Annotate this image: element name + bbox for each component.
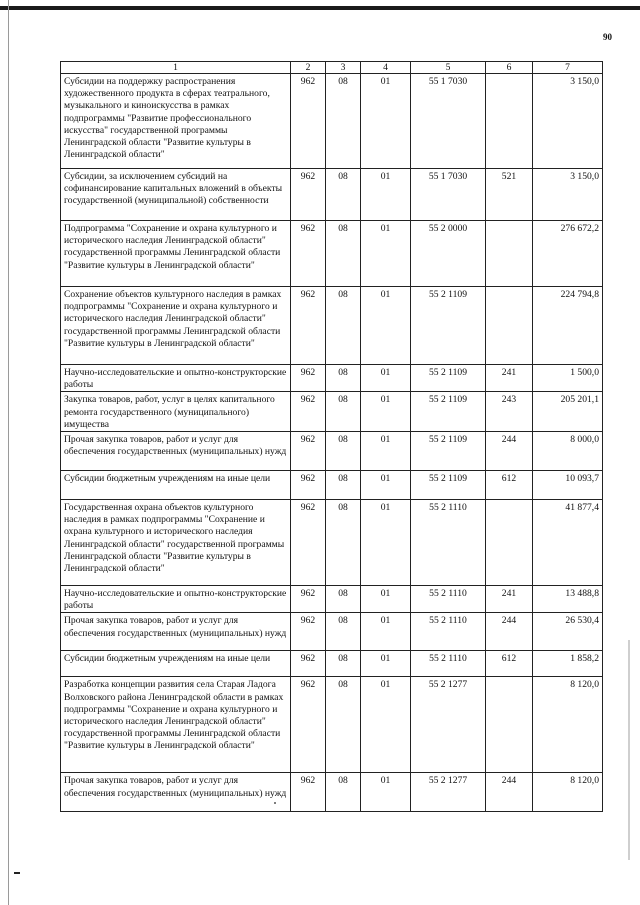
row-amount: 1 858,2 [533, 651, 603, 677]
row-section: 08 [326, 392, 361, 432]
row-kind: 243 [486, 392, 533, 432]
row-amount: 205 201,1 [533, 392, 603, 432]
row-target: 55 2 1109 [411, 365, 486, 392]
row-subsection: 01 [361, 586, 411, 613]
row-kind: 521 [486, 169, 533, 221]
row-section: 08 [326, 221, 361, 287]
row-target: 55 2 1109 [411, 287, 486, 365]
header-cell: 1 [61, 62, 291, 74]
row-amount: 276 672,2 [533, 221, 603, 287]
scan-mark [14, 872, 20, 874]
header-cell: 6 [486, 62, 533, 74]
row-amount: 26 530,4 [533, 613, 603, 651]
row-name: Разработка концепции развития села Старая Ладога Волховского района Ленинградской области в рамках подпрограммы "Сохранение и охрана культурного и исторического наследия Ленинградской области" государственной программы Ленинградской области "Развитие культуры в Ленинградской области" [61, 677, 291, 773]
header-cell: 7 [533, 62, 603, 74]
table-row [61, 677, 603, 773]
row-kind: 241 [486, 365, 533, 392]
row-section: 08 [326, 586, 361, 613]
table-row [61, 651, 603, 677]
row-name: Субсидии бюджетным учреждениям на иные цели [61, 471, 291, 500]
row-kind [486, 677, 533, 773]
row-target: 55 2 1277 [411, 773, 486, 812]
row-name: Прочая закупка товаров, работ и услуг для обеспечения государственных (муниципальных) нужд [61, 773, 291, 812]
row-amount: 8 120,0 [533, 677, 603, 773]
page-left-edge [8, 0, 9, 905]
row-ministry: 962 [291, 471, 326, 500]
row-section: 08 [326, 471, 361, 500]
table-row [61, 613, 603, 651]
row-amount: 8 000,0 [533, 432, 603, 471]
row-section: 08 [326, 500, 361, 586]
row-target: 55 2 0000 [411, 221, 486, 287]
row-target: 55 2 1110 [411, 586, 486, 613]
row-name: Субсидии бюджетным учреждениям на иные цели [61, 651, 291, 677]
row-amount: 3 150,0 [533, 74, 603, 169]
row-amount: 1 500,0 [533, 365, 603, 392]
row-ministry: 962 [291, 221, 326, 287]
row-subsection: 01 [361, 500, 411, 586]
row-section: 08 [326, 773, 361, 812]
row-subsection: 01 [361, 221, 411, 287]
row-amount: 10 093,7 [533, 471, 603, 500]
row-ministry: 962 [291, 677, 326, 773]
header-cell: 4 [361, 62, 411, 74]
row-target: 55 2 1110 [411, 613, 486, 651]
row-section: 08 [326, 613, 361, 651]
page-number: 90 [603, 32, 612, 42]
header-cell: 5 [411, 62, 486, 74]
row-kind [486, 74, 533, 169]
row-ministry: 962 [291, 773, 326, 812]
row-subsection: 01 [361, 74, 411, 169]
row-amount: 8 120,0 [533, 773, 603, 812]
row-section: 08 [326, 432, 361, 471]
row-target: 55 2 1109 [411, 432, 486, 471]
row-section: 08 [326, 169, 361, 221]
row-ministry: 962 [291, 586, 326, 613]
row-ministry: 962 [291, 392, 326, 432]
row-section: 08 [326, 74, 361, 169]
row-subsection: 01 [361, 773, 411, 812]
table-row [61, 221, 603, 287]
row-ministry: 962 [291, 613, 326, 651]
row-name: Научно-исследовательские и опытно-конструкторские работы [61, 586, 291, 613]
budget-table [60, 61, 603, 812]
row-subsection: 01 [361, 677, 411, 773]
row-ministry: 962 [291, 74, 326, 169]
table-row [61, 432, 603, 471]
row-target: 55 2 1277 [411, 677, 486, 773]
table-row [61, 392, 603, 432]
scan-shadow [628, 640, 630, 860]
row-section: 08 [326, 651, 361, 677]
row-section: 08 [326, 365, 361, 392]
row-name: Подпрограмма "Сохранение и охрана культурного и исторического наследия Ленинградской области" государственной программы Ленинградской области "Развитие культуры в Ленинградской области" [61, 221, 291, 287]
table-row [61, 74, 603, 169]
row-target: 55 2 1110 [411, 651, 486, 677]
row-subsection: 01 [361, 651, 411, 677]
row-kind: 612 [486, 471, 533, 500]
row-ministry: 962 [291, 500, 326, 586]
row-kind: 241 [486, 586, 533, 613]
row-kind: 244 [486, 613, 533, 651]
row-subsection: 01 [361, 287, 411, 365]
header-cell: 2 [291, 62, 326, 74]
row-target: 55 2 1109 [411, 392, 486, 432]
row-kind [486, 500, 533, 586]
row-kind: 612 [486, 651, 533, 677]
row-subsection: 01 [361, 392, 411, 432]
row-ministry: 962 [291, 169, 326, 221]
row-section: 08 [326, 287, 361, 365]
table-row [61, 287, 603, 365]
row-target: 55 2 1109 [411, 471, 486, 500]
row-ministry: 962 [291, 287, 326, 365]
row-name: Прочая закупка товаров, работ и услуг для обеспечения государственных (муниципальных) нужд [61, 432, 291, 471]
row-amount: 13 488,8 [533, 586, 603, 613]
row-subsection: 01 [361, 169, 411, 221]
table-row [61, 500, 603, 586]
row-target: 55 1 7030 [411, 169, 486, 221]
row-target: 55 1 7030 [411, 74, 486, 169]
row-name: Закупка товаров, работ, услуг в целях капитального ремонта государственного (муниципального) имущества [61, 392, 291, 432]
row-section: 08 [326, 677, 361, 773]
table-row [61, 586, 603, 613]
row-kind [486, 287, 533, 365]
row-subsection: 01 [361, 432, 411, 471]
row-amount: 224 794,8 [533, 287, 603, 365]
row-name: Сохранение объектов культурного наследия в рамках подпрограммы "Сохранение и охрана культурного и исторического наследия Ленинградской области" государственной программы Ленинградской области "Развитие культуры в Ленинградской области" [61, 287, 291, 365]
row-amount: 41 877,4 [533, 500, 603, 586]
row-kind [486, 221, 533, 287]
scan-speck [274, 802, 276, 804]
row-subsection: 01 [361, 365, 411, 392]
row-name: Прочая закупка товаров, работ и услуг для обеспечения государственных (муниципальных) нужд [61, 613, 291, 651]
row-ministry: 962 [291, 651, 326, 677]
row-subsection: 01 [361, 471, 411, 500]
row-name: Субсидии, за исключением субсидий на софинансирование капитальных вложений в объекты государственной (муниципальной) собственности [61, 169, 291, 221]
row-name: Субсидии на поддержку распространения художественного продукта в сферах театрального, музыкального и киноискусства в рамках подпрограммы "Развитие профессионального искусства" государственной программы Ленинградской области "Развитие культуры в Ленинградской области" [61, 74, 291, 169]
row-name: Государственная охрана объектов культурного наследия в рамках подпрограммы "Сохранение и охрана культурного и исторического наследия Ленинградской области" государственной программы Ленинградской области "Развитие культуры в Ленинградской области" [61, 500, 291, 586]
row-ministry: 962 [291, 432, 326, 471]
row-amount: 3 150,0 [533, 169, 603, 221]
table-row [61, 471, 603, 500]
row-kind: 244 [486, 432, 533, 471]
row-kind: 244 [486, 773, 533, 812]
header-cell: 3 [326, 62, 361, 74]
row-name: Научно-исследовательские и опытно-конструкторские работы [61, 365, 291, 392]
table-header-row [61, 62, 603, 74]
table-row [61, 365, 603, 392]
top-border-rule [0, 6, 640, 10]
row-target: 55 2 1110 [411, 500, 486, 586]
table-row [61, 773, 603, 812]
row-subsection: 01 [361, 613, 411, 651]
row-ministry: 962 [291, 365, 326, 392]
table-row [61, 169, 603, 221]
